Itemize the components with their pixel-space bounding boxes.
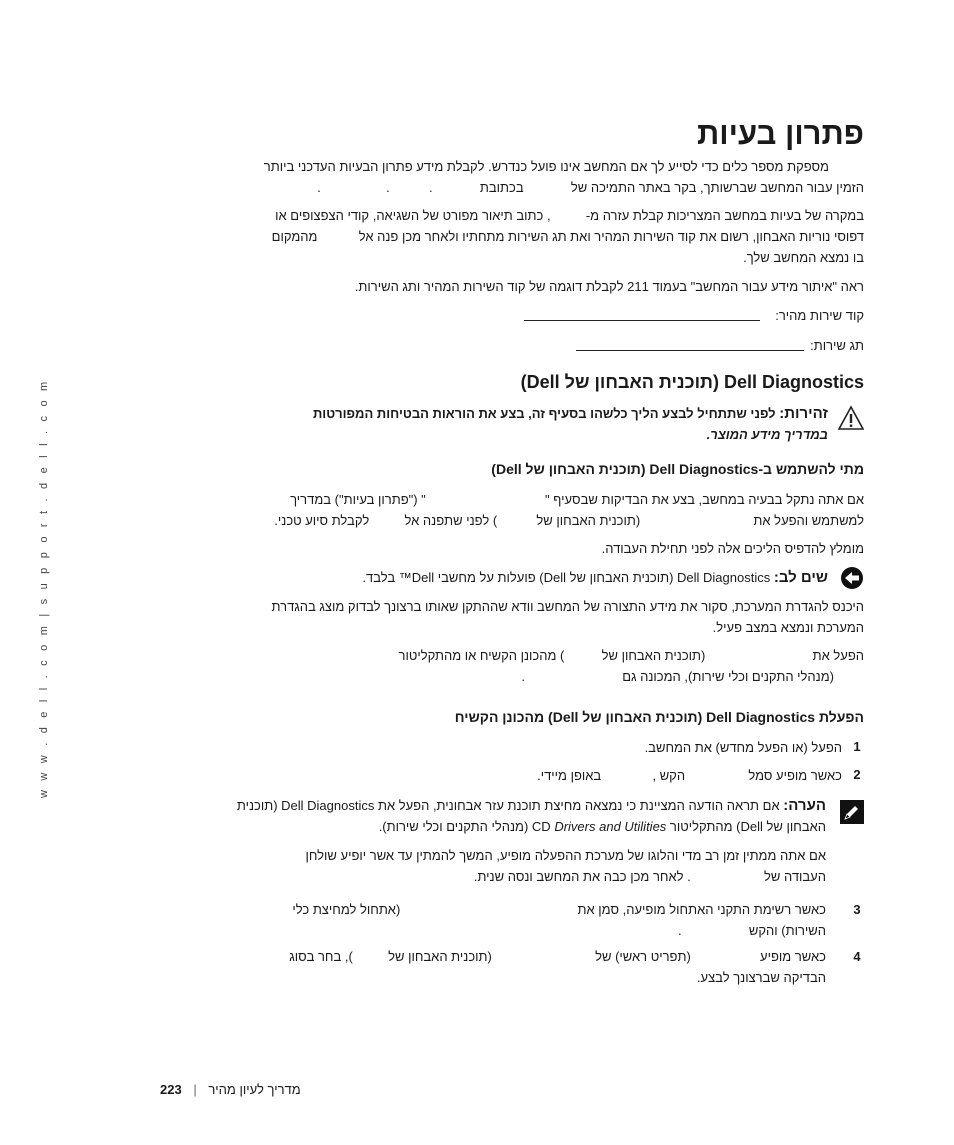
when-line2: למשתמש והפעל את (תוכנית האבחון של ) לפני שתפנה אל לקבלת סיוע טכני. <box>274 513 864 528</box>
step-number: 3 <box>853 902 861 917</box>
caution-line2: במדריך מידע המוצר. <box>706 427 828 442</box>
footer-separator: | <box>193 1082 197 1097</box>
hd-note-line2: האבחון של Dell) מהתקליטור CD Drivers and Utilities (מנהלי התקנים וכלי שירות). <box>378 819 826 834</box>
step-3-line2: השירות) והקש . <box>678 923 826 938</box>
step-1-text: הפעל (או הפעל מחדש) את המחשב. <box>644 740 842 755</box>
setup-line1: היכנס להגדרת המערכת, סקור את מידע התצורה של המחשב וודא שההתקן שאותו ברצונך לבדוק מוצג בהגדרת <box>271 599 864 614</box>
service-tag-line <box>576 350 804 351</box>
service-tag-label: תג שירות: <box>810 338 864 353</box>
start-line2: (מנהלי התקנים וכלי שירות), המכונה גם . <box>521 669 834 684</box>
express-code-line <box>524 320 760 321</box>
section-heading-diagnostics: Dell Diagnostics (תוכנית האבחון של Dell) <box>520 372 864 392</box>
step-3-line1: כאשר רשימת התקני האתחול מופיעה, סמן את (אתחול למחיצת כלי <box>292 902 826 917</box>
step-2-text: כאשר מופיע סמל הקש , באופן מיידי. <box>537 768 842 783</box>
para2-line2: דפוסי נוריות האבחון, רשום את קוד השירות המהיר ואת תג השירות מתחתיו ולאחר מכן פנה אל מהמקום <box>271 229 864 244</box>
side-url-text: w w w . d e l l . c o m | s u p p o r t . d e l l . c o m <box>38 378 50 798</box>
caution-icon <box>838 405 864 431</box>
wait-line1: אם אתה ממתין זמן רב מדי והלוגו של מערכת ההפעלה מופיע, המשך להמתין עד אשר יופיע שולחן <box>305 848 826 863</box>
section-heading-start-hd: הפעלת Dell Diagnostics (תוכנית האבחון של Dell) מהכונן הקשיח <box>454 709 864 725</box>
side-url <box>38 118 54 798</box>
para3: ראה "איתור מידע עבור המחשב" בעמוד 211 לקבלת דוגמה של קוד השירות המהיר ותג השירות. <box>354 279 864 294</box>
step-number: 4 <box>853 949 861 964</box>
para2-line1: במקרה של בעיות במחשב המצריכות קבלת עזרה מ- , כתוב תיאור מפורט של השגיאה, קודי הצפצופים או <box>275 208 864 223</box>
intro-line2: הזמין עבור המחשב שברשותך, בקר באתר התמיכה של בכתובת . . . <box>317 180 864 195</box>
step-4-line1: כאשר מופיע (תפריט ראשי) של (תוכנית האבחון של ), בחר בסוג <box>289 949 826 964</box>
step-4-line2: הבדיקה שברצונך לבצע. <box>696 970 826 985</box>
pencil-note-icon <box>840 800 864 824</box>
page-title: פתרון בעיות <box>697 116 864 151</box>
para2-line3: בו נמצא המחשב שלך. <box>743 250 864 265</box>
step-number: 1 <box>853 739 861 754</box>
intro-line1: מספקת מספר כלים כדי לסייע לך אם המחשב אינו פועל כנדרש. לקבלת מידע פתרון הבעיות העדכני ביותר <box>263 159 829 174</box>
start-line1: הפעל את (תוכנית האבחון של ) מהכונן הקשיח או מהתקליטור <box>398 648 864 663</box>
note-line: שים לב: Dell Diagnostics (תוכנית האבחון של Dell) פועלות על מחשבי Dell™ בלבד. <box>362 569 828 586</box>
caution-line1: זהירות: לפני שתתחיל לבצע הליך כלשהו בסעיף זה, בצע את הוראות הבטיחות המפורטות <box>312 405 828 422</box>
hd-note-line1: הערה: אם תראה הודעה המציינת כי נמצאה מחיצת תוכנת עזר אבחונית, הפעל את Dell Diagnostics (תוכנית <box>236 797 826 814</box>
when-line1: אם אתה נתקל בבעיה במחשב, בצע את הבדיקות שבסעיף " " ("פתרון בעיות") במדריך <box>290 492 864 507</box>
setup-line2: המערכת ונמצא במצב פעיל. <box>712 620 864 635</box>
footer-title: מדריך לעיון מהיר <box>208 1082 301 1097</box>
section-heading-when: מתי להשתמש ב-Dell Diagnostics (תוכנית האבחון של Dell) <box>491 461 864 477</box>
recommend-text: מומלץ להדפיס הליכים אלה לפני תחילת העבודה. <box>601 541 864 556</box>
page-number: 223 <box>160 1082 182 1097</box>
page-footer <box>160 1082 864 1097</box>
note-arrow-icon <box>840 566 864 590</box>
wait-line2: העבודה של . לאחר מכן כבה את המחשב ונסה שנית. <box>473 869 826 884</box>
express-code-label: קוד שירות מהיר: <box>775 308 864 323</box>
step-number: 2 <box>853 767 861 782</box>
